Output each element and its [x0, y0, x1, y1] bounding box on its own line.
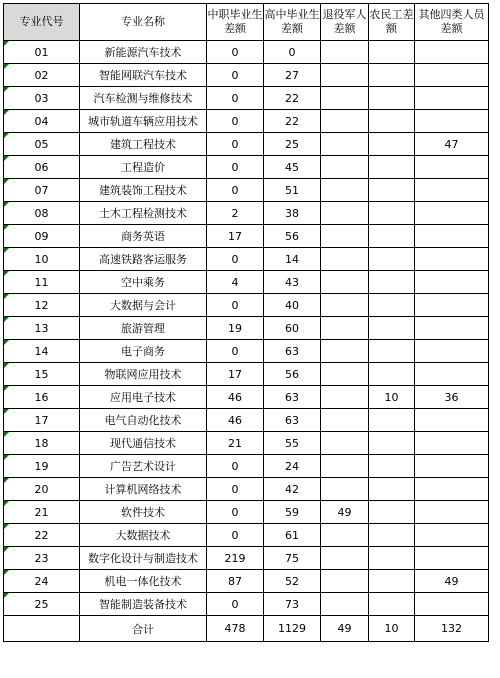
code-cell: 02	[4, 64, 80, 87]
table-row	[4, 64, 489, 87]
other-four-cell	[415, 455, 489, 478]
high-school-cell: 56	[264, 225, 321, 248]
other-four-cell	[415, 317, 489, 340]
header-migrant-workers: 农民工差额	[369, 4, 415, 41]
migrant-workers-cell	[369, 156, 415, 179]
high-school-cell: 56	[264, 363, 321, 386]
veterans-cell	[321, 156, 369, 179]
migrant-workers-cell	[369, 202, 415, 225]
name-cell: 建筑工程技术	[80, 133, 207, 156]
high-school-cell: 73	[264, 593, 321, 616]
code-cell: 04	[4, 110, 80, 133]
code-cell: 09	[4, 225, 80, 248]
migrant-workers-cell	[369, 409, 415, 432]
table-row	[4, 524, 489, 547]
migrant-workers-cell	[369, 432, 415, 455]
other-four-cell	[415, 294, 489, 317]
migrant-workers-cell	[369, 501, 415, 524]
secondary-vocational-cell: 4	[207, 271, 264, 294]
secondary-vocational-cell: 0	[207, 478, 264, 501]
name-cell: 智能制造装备技术	[80, 593, 207, 616]
name-cell: 空中乘务	[80, 271, 207, 294]
migrant-workers-cell	[369, 317, 415, 340]
high-school-cell: 25	[264, 133, 321, 156]
header-high-school: 高中毕业生差额	[264, 4, 321, 41]
secondary-vocational-cell: 0	[207, 501, 264, 524]
table-row	[4, 547, 489, 570]
table-row	[4, 202, 489, 225]
total-row	[4, 616, 489, 642]
high-school-cell: 59	[264, 501, 321, 524]
name-cell: 广告艺术设计	[80, 455, 207, 478]
table-row	[4, 271, 489, 294]
other-four-cell	[415, 110, 489, 133]
table-row	[4, 593, 489, 616]
secondary-vocational-cell: 0	[207, 156, 264, 179]
secondary-vocational-cell: 17	[207, 363, 264, 386]
high-school-cell: 63	[264, 409, 321, 432]
high-school-cell: 40	[264, 294, 321, 317]
header-veterans: 退役军人差额	[321, 4, 369, 41]
code-cell: 21	[4, 501, 80, 524]
secondary-vocational-cell: 21	[207, 432, 264, 455]
secondary-vocational-cell: 0	[207, 455, 264, 478]
secondary-vocational-cell: 0	[207, 524, 264, 547]
code-cell: 23	[4, 547, 80, 570]
code-cell: 05	[4, 133, 80, 156]
code-cell: 07	[4, 179, 80, 202]
high-school-cell: 63	[264, 340, 321, 363]
code-cell: 15	[4, 363, 80, 386]
quota-table	[3, 3, 489, 642]
table-row	[4, 409, 489, 432]
code-cell: 16	[4, 386, 80, 409]
table-row	[4, 87, 489, 110]
high-school-cell: 42	[264, 478, 321, 501]
migrant-workers-cell	[369, 547, 415, 570]
secondary-vocational-cell: 0	[207, 64, 264, 87]
table-row	[4, 386, 489, 409]
veterans-cell	[321, 317, 369, 340]
high-school-cell: 38	[264, 202, 321, 225]
header-other-four: 其他四类人员差额	[415, 4, 489, 41]
header-name: 专业名称	[80, 4, 207, 41]
other-four-cell	[415, 41, 489, 64]
migrant-workers-cell	[369, 248, 415, 271]
secondary-vocational-cell: 219	[207, 547, 264, 570]
code-cell: 14	[4, 340, 80, 363]
high-school-cell: 75	[264, 547, 321, 570]
migrant-workers-cell	[369, 179, 415, 202]
name-cell: 土木工程检测技术	[80, 202, 207, 225]
secondary-vocational-cell: 0	[207, 133, 264, 156]
migrant-workers-cell	[369, 570, 415, 593]
other-four-cell	[415, 547, 489, 570]
table-row	[4, 41, 489, 64]
table-row	[4, 248, 489, 271]
migrant-workers-cell	[369, 593, 415, 616]
migrant-workers-cell: 10	[369, 386, 415, 409]
veterans-cell: 49	[321, 501, 369, 524]
migrant-workers-cell	[369, 340, 415, 363]
high-school-cell: 55	[264, 432, 321, 455]
code-cell: 22	[4, 524, 80, 547]
other-four-cell	[415, 409, 489, 432]
veterans-cell	[321, 547, 369, 570]
high-school-cell: 24	[264, 455, 321, 478]
table-row	[4, 432, 489, 455]
high-school-cell: 22	[264, 87, 321, 110]
migrant-workers-cell	[369, 271, 415, 294]
veterans-cell	[321, 524, 369, 547]
other-four-cell: 47	[415, 133, 489, 156]
code-cell: 25	[4, 593, 80, 616]
high-school-cell: 52	[264, 570, 321, 593]
veterans-cell	[321, 593, 369, 616]
high-school-cell: 14	[264, 248, 321, 271]
high-school-cell: 43	[264, 271, 321, 294]
veterans-cell	[321, 478, 369, 501]
table-row	[4, 156, 489, 179]
table-row	[4, 225, 489, 248]
table-row	[4, 340, 489, 363]
migrant-workers-cell	[369, 87, 415, 110]
code-cell: 01	[4, 41, 80, 64]
table-row	[4, 501, 489, 524]
total-secondary-vocational: 478	[207, 616, 264, 642]
other-four-cell	[415, 271, 489, 294]
total-other-four: 132	[415, 616, 489, 642]
code-cell: 03	[4, 87, 80, 110]
other-four-cell	[415, 478, 489, 501]
code-cell: 20	[4, 478, 80, 501]
code-cell: 08	[4, 202, 80, 225]
total-label: 合计	[80, 616, 207, 642]
migrant-workers-cell	[369, 225, 415, 248]
name-cell: 智能网联汽车技术	[80, 64, 207, 87]
name-cell: 旅游管理	[80, 317, 207, 340]
secondary-vocational-cell: 0	[207, 179, 264, 202]
other-four-cell	[415, 202, 489, 225]
high-school-cell: 0	[264, 41, 321, 64]
total-migrant-workers: 10	[369, 616, 415, 642]
other-four-cell	[415, 432, 489, 455]
code-cell: 10	[4, 248, 80, 271]
high-school-cell: 22	[264, 110, 321, 133]
high-school-cell: 63	[264, 386, 321, 409]
veterans-cell	[321, 225, 369, 248]
high-school-cell: 61	[264, 524, 321, 547]
table-row	[4, 570, 489, 593]
code-cell: 11	[4, 271, 80, 294]
veterans-cell	[321, 133, 369, 156]
migrant-workers-cell	[369, 41, 415, 64]
high-school-cell: 60	[264, 317, 321, 340]
veterans-cell	[321, 248, 369, 271]
secondary-vocational-cell: 17	[207, 225, 264, 248]
veterans-cell	[321, 432, 369, 455]
code-cell: 24	[4, 570, 80, 593]
secondary-vocational-cell: 19	[207, 317, 264, 340]
total-veterans: 49	[321, 616, 369, 642]
name-cell: 大数据技术	[80, 524, 207, 547]
name-cell: 工程造价	[80, 156, 207, 179]
secondary-vocational-cell: 0	[207, 294, 264, 317]
table-row	[4, 294, 489, 317]
secondary-vocational-cell: 0	[207, 41, 264, 64]
table-row	[4, 478, 489, 501]
migrant-workers-cell	[369, 294, 415, 317]
veterans-cell	[321, 271, 369, 294]
name-cell: 大数据与会计	[80, 294, 207, 317]
migrant-workers-cell	[369, 524, 415, 547]
migrant-workers-cell	[369, 455, 415, 478]
secondary-vocational-cell: 0	[207, 87, 264, 110]
total-high-school: 1129	[264, 616, 321, 642]
name-cell: 软件技术	[80, 501, 207, 524]
migrant-workers-cell	[369, 478, 415, 501]
name-cell: 现代通信技术	[80, 432, 207, 455]
table-row	[4, 110, 489, 133]
veterans-cell	[321, 64, 369, 87]
table-row	[4, 133, 489, 156]
veterans-cell	[321, 110, 369, 133]
other-four-cell	[415, 156, 489, 179]
name-cell: 商务英语	[80, 225, 207, 248]
veterans-cell	[321, 41, 369, 64]
header-row	[4, 4, 489, 41]
code-cell: 19	[4, 455, 80, 478]
header-secondary-vocational: 中职毕业生差额	[207, 4, 264, 41]
other-four-cell	[415, 501, 489, 524]
other-four-cell	[415, 248, 489, 271]
name-cell: 数字化设计与制造技术	[80, 547, 207, 570]
veterans-cell	[321, 386, 369, 409]
other-four-cell	[415, 87, 489, 110]
other-four-cell	[415, 593, 489, 616]
secondary-vocational-cell: 0	[207, 110, 264, 133]
code-cell: 18	[4, 432, 80, 455]
other-four-cell: 49	[415, 570, 489, 593]
high-school-cell: 45	[264, 156, 321, 179]
other-four-cell	[415, 340, 489, 363]
name-cell: 电气自动化技术	[80, 409, 207, 432]
other-four-cell: 36	[415, 386, 489, 409]
name-cell: 城市轨道车辆应用技术	[80, 110, 207, 133]
veterans-cell	[321, 87, 369, 110]
veterans-cell	[321, 202, 369, 225]
name-cell: 新能源汽车技术	[80, 41, 207, 64]
table-row	[4, 363, 489, 386]
table-row	[4, 317, 489, 340]
secondary-vocational-cell: 87	[207, 570, 264, 593]
secondary-vocational-cell: 46	[207, 409, 264, 432]
veterans-cell	[321, 294, 369, 317]
secondary-vocational-cell: 0	[207, 248, 264, 271]
name-cell: 高速铁路客运服务	[80, 248, 207, 271]
table-row	[4, 455, 489, 478]
high-school-cell: 51	[264, 179, 321, 202]
veterans-cell	[321, 409, 369, 432]
code-cell: 17	[4, 409, 80, 432]
veterans-cell	[321, 363, 369, 386]
name-cell: 机电一体化技术	[80, 570, 207, 593]
code-cell: 06	[4, 156, 80, 179]
secondary-vocational-cell: 0	[207, 593, 264, 616]
secondary-vocational-cell: 46	[207, 386, 264, 409]
other-four-cell	[415, 225, 489, 248]
migrant-workers-cell	[369, 64, 415, 87]
migrant-workers-cell	[369, 133, 415, 156]
name-cell: 电子商务	[80, 340, 207, 363]
other-four-cell	[415, 363, 489, 386]
name-cell: 汽车检测与维修技术	[80, 87, 207, 110]
other-four-cell	[415, 524, 489, 547]
high-school-cell: 27	[264, 64, 321, 87]
name-cell: 计算机网络技术	[80, 478, 207, 501]
veterans-cell	[321, 455, 369, 478]
secondary-vocational-cell: 2	[207, 202, 264, 225]
name-cell: 建筑装饰工程技术	[80, 179, 207, 202]
header-code: 专业代号	[4, 4, 80, 41]
veterans-cell	[321, 570, 369, 593]
other-four-cell	[415, 64, 489, 87]
table-row	[4, 179, 489, 202]
name-cell: 应用电子技术	[80, 386, 207, 409]
migrant-workers-cell	[369, 363, 415, 386]
veterans-cell	[321, 340, 369, 363]
veterans-cell	[321, 179, 369, 202]
secondary-vocational-cell: 0	[207, 340, 264, 363]
other-four-cell	[415, 179, 489, 202]
migrant-workers-cell	[369, 110, 415, 133]
total-code-cell	[4, 616, 80, 642]
code-cell: 12	[4, 294, 80, 317]
code-cell: 13	[4, 317, 80, 340]
name-cell: 物联网应用技术	[80, 363, 207, 386]
